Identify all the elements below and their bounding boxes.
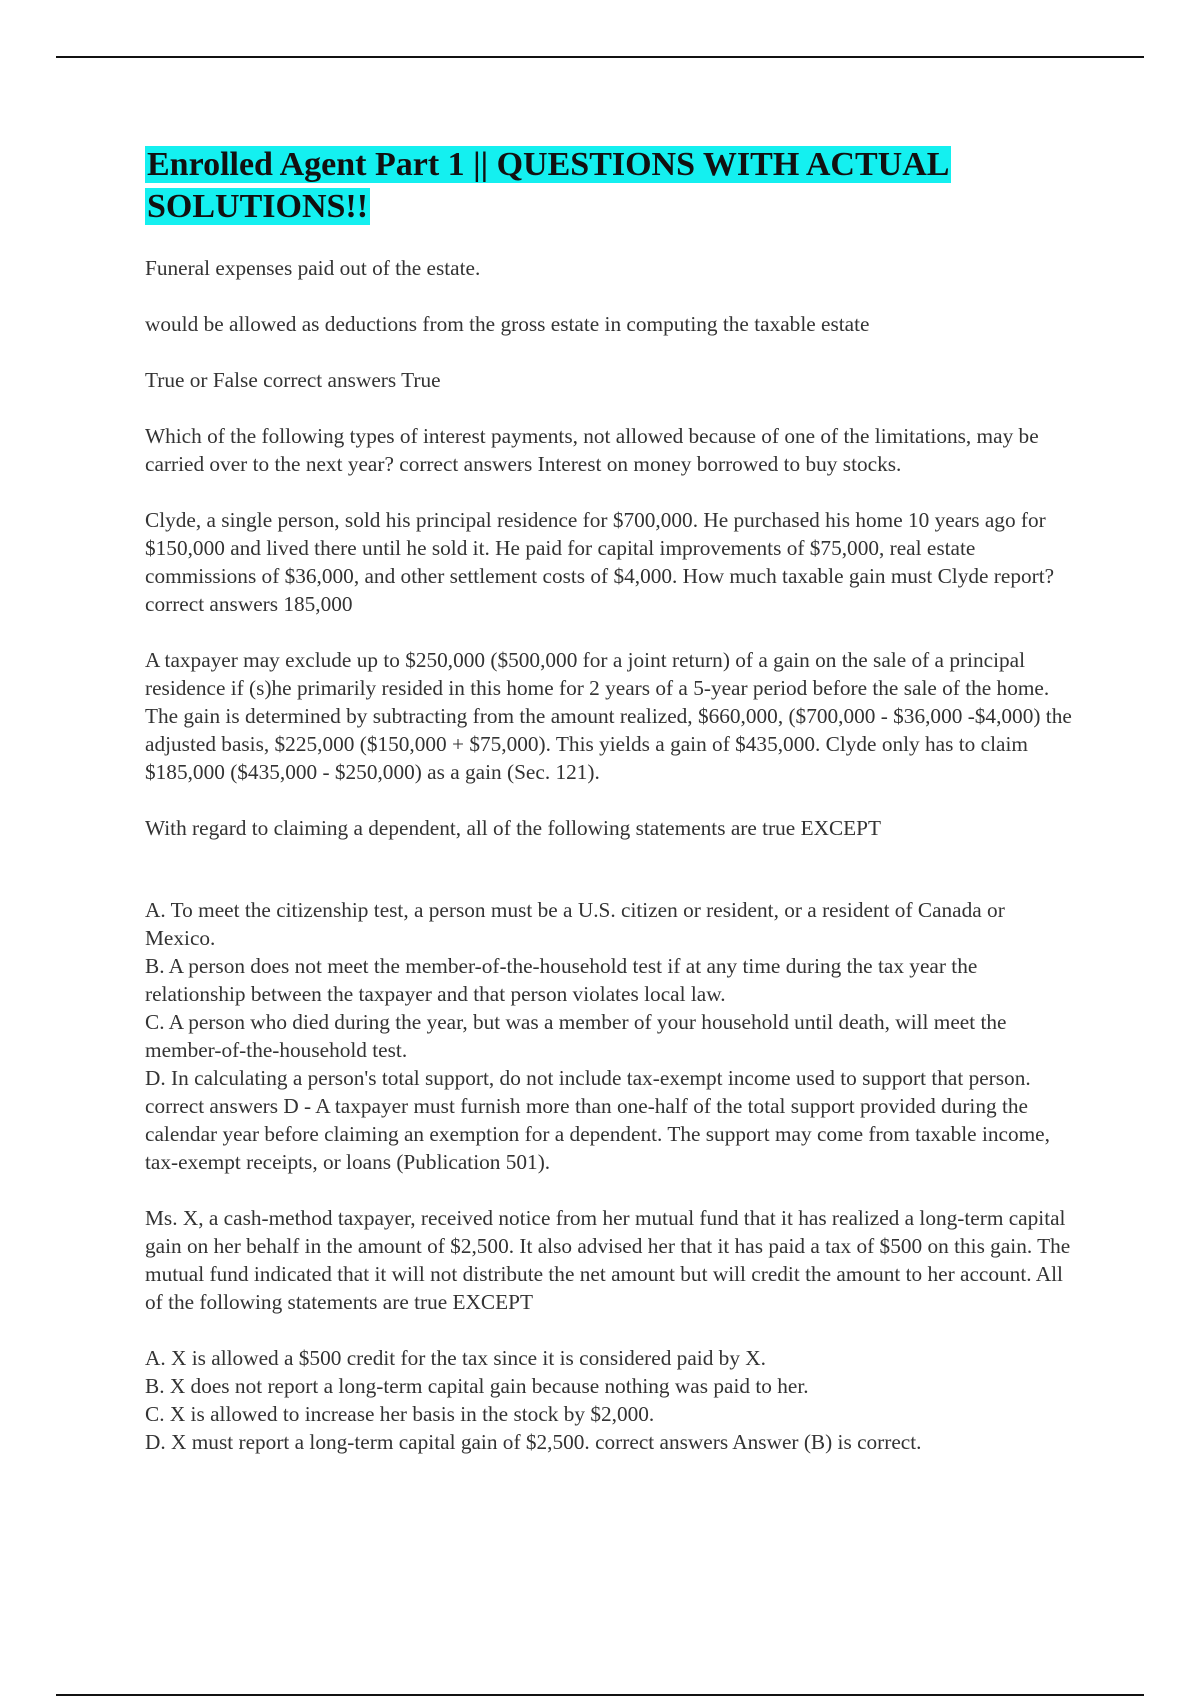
- dependent-options: [145, 896, 1075, 1176]
- document-title: [145, 144, 1075, 228]
- top-rule: [56, 56, 1144, 58]
- paragraph-dependent-question: With regard to claiming a dependent, all of the following statements are true EXCEPT: [145, 816, 882, 840]
- paragraph-interest-question: Which of the following types of interest payments, not allowed because of one of the limitations, may be carried over to the next year? correct answers Interest on money borrowed to buy stocks.: [145, 424, 1039, 476]
- mutual-fund-options: [145, 1344, 1075, 1456]
- mutual-fund-option-d: D. X must report a long-term capital gain of $2,500. correct answers Answer (B) is correct.: [145, 1430, 922, 1454]
- dependent-option-c: C. A person who died during the year, but was a member of your household until death, will meet the member-of-the-household test.: [145, 1010, 1007, 1062]
- mutual-fund-option-c: C. X is allowed to increase her basis in the stock by $2,000.: [145, 1402, 655, 1426]
- dependent-option-b: B. A person does not meet the member-of-the-household test if at any time during the tax year the relationship between the taxpayer and that person violates local law.: [145, 954, 978, 1006]
- mutual-fund-option-b: B. X does not report a long-term capital gain because nothing was paid to her.: [145, 1374, 809, 1398]
- dependent-option-d: D. In calculating a person's total support, do not include tax-exempt income used to support that person. correct answers D - A taxpayer must furnish more than one-half of the total support provided during the calendar year before claiming an exemption for a dependent. The support may come from taxable income, tax-exempt receipts, or loans (Publication 501).: [145, 1066, 1050, 1174]
- dependent-option-a: A. To meet the citizenship test, a person must be a U.S. citizen or resident, or a resident of Canada or Mexico.: [145, 898, 1005, 950]
- title-highlight: Enrolled Agent Part 1 || QUESTIONS WITH ACTUAL SOLUTIONS!!: [147, 146, 950, 225]
- document-body: [145, 144, 1075, 1456]
- mutual-fund-option-a: A. X is allowed a $500 credit for the tax since it is considered paid by X.: [145, 1346, 766, 1370]
- paragraph-exclusion-explanation: A taxpayer may exclude up to $250,000 ($500,000 for a joint return) of a gain on the sale of a principal residence if (s)he primarily resided in this home for 2 years of a 5-year period before the sale of the home. The gain is determined by subtracting from the amount realized, $660,000, ($700,000 - $36,000 -$4,000) the adjusted basis, $225,000 ($150,000 + $75,000). This yields a gain of $435,000. Clyde only has to claim $185,000 ($435,000 - $250,000) as a gain (Sec. 121).: [145, 648, 1072, 784]
- paragraph-deductions: would be allowed as deductions from the gross estate in computing the taxable estate: [145, 312, 870, 336]
- paragraph-funeral-expenses: Funeral expenses paid out of the estate.: [145, 256, 481, 280]
- paragraph-true-false: True or False correct answers True: [145, 368, 441, 392]
- paragraph-clyde-question: Clyde, a single person, sold his principal residence for $700,000. He purchased his home 10 years ago for $150,000 and lived there until he sold it. He paid for capital improvements of $75,000, real estate commissions of $36,000, and other settlement costs of $4,000. How much taxable gain must Clyde report? correct answers 185,000: [145, 508, 1055, 616]
- bottom-rule: [56, 1694, 1144, 1696]
- paragraph-mutual-fund-question: Ms. X, a cash-method taxpayer, received notice from her mutual fund that it has realized a long-term capital gain on her behalf in the amount of $2,500. It also advised her that it has paid a tax of $500 on this gain. The mutual fund indicated that it will not distribute the net amount but will credit the amount to her account. All of the following statements are true EXCEPT: [145, 1206, 1071, 1314]
